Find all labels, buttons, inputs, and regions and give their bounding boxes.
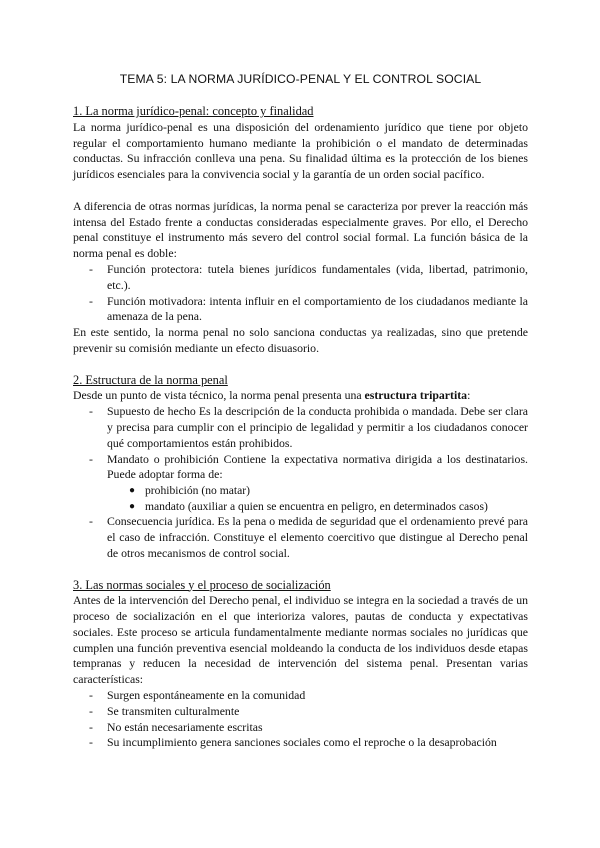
section-1-heading: 1. La norma jurídico-penal: concepto y finalidad	[73, 104, 314, 118]
document-title: TEMA 5: LA NORMA JURÍDICO-PENAL Y EL CONTROL SOCIAL	[119, 72, 482, 86]
list-item: - Su incumplimiento genera sanciones sociales como el reproche o la desaprobación	[89, 735, 497, 750]
section-1-list	[73, 262, 528, 325]
section-2-heading: 2. Estructura de la norma penal	[73, 372, 228, 387]
list-item: - Función motivadora: intenta influir en el comportamiento de los ciudadanos mediante la amenaza de la pena.	[89, 293, 528, 324]
section-2-list	[73, 404, 528, 562]
sublist-item: ● mandato (auxiliar a quien se encuentra en peligro, en determinados casos)	[129, 499, 488, 513]
list-item: - No están necesariamente escritas	[89, 719, 263, 734]
list-item: - Supuesto de hecho Es la descripción de la conducta prohibida o mandada. Debe ser clara y precisa para cumplir con el principio de legalidad y permitir a los ciudadanos conocer qué comportamientos están prohibidos.	[89, 404, 528, 450]
section-2-sublist	[107, 483, 528, 514]
list-item: - Surgen espontáneamente en la comunidad	[89, 688, 306, 703]
list-item: - Mandato o prohibición Contiene la expectativa normativa dirigida a los destinatarios. Puede adoptar forma de: ● prohibición (no matar) ● mandato (auxiliar a quien se encuentra en peligro, en determinados casos)	[89, 451, 528, 513]
section-1-paragraph-3: En este sentido, la norma penal no solo sanciona conductas ya realizadas, sino que pretende prevenir su comisión mediante un efecto disuasorio.	[73, 325, 528, 355]
section-3-list	[73, 688, 528, 751]
section-1-paragraph-2: A diferencia de otras normas jurídicas, la norma penal se caracteriza por prever la reacción más intensa del Estado frente a conductas consideradas especialmente graves. Por ello, el Derecho penal constituye el instrumento más severo del control social formal. La función básica de la norma penal es doble:	[73, 198, 528, 261]
section-3-paragraph-1: Antes de la intervención del Derecho penal, el individuo se integra en la sociedad a través de un proceso de socialización en el que interioriza valores, pautas de conducta y expectativas sociales. Este proceso se articula fundamentalmente mediante normas sociales no jurídicas que cumplen una función preventiva esencial moldeando la conducta de los individuos desde etapas tempranas y reducen la necesidad de intervención del sistema penal. Presentan varias características:	[73, 593, 528, 687]
section-3-heading: 3. Las normas sociales y el proceso de socialización	[73, 577, 331, 592]
sublist-item: ● prohibición (no matar)	[129, 484, 250, 498]
list-item: - Función protectora: tutela bienes jurídicos fundamentales (vida, libertad, patrimonio, etc.).	[89, 261, 528, 292]
list-item: - Se transmiten culturalmente	[89, 703, 240, 718]
section-2-intro: Desde un punto de vista técnico, la norma penal presenta una estructura tripartita:	[73, 388, 471, 403]
list-item: - Consecuencia jurídica. Es la pena o medida de seguridad que el ordenamiento prevé para el caso de infracción. Constituye el elemento coercitivo que distingue al Derecho penal de otros mecanismos de control social.	[89, 514, 528, 560]
section-1-paragraph-1: La norma jurídico-penal es una disposición del ordenamiento jurídico que tiene por objeto regular el comportamiento humano mediante la prohibición o el mandato de determinadas conductas. Su infracción conlleva una pena. Su finalidad última es la protección de los bienes jurídicos esenciales para la convivencia social y la garantía de un orden social pacífico.	[73, 119, 528, 182]
document-page	[73, 72, 528, 751]
